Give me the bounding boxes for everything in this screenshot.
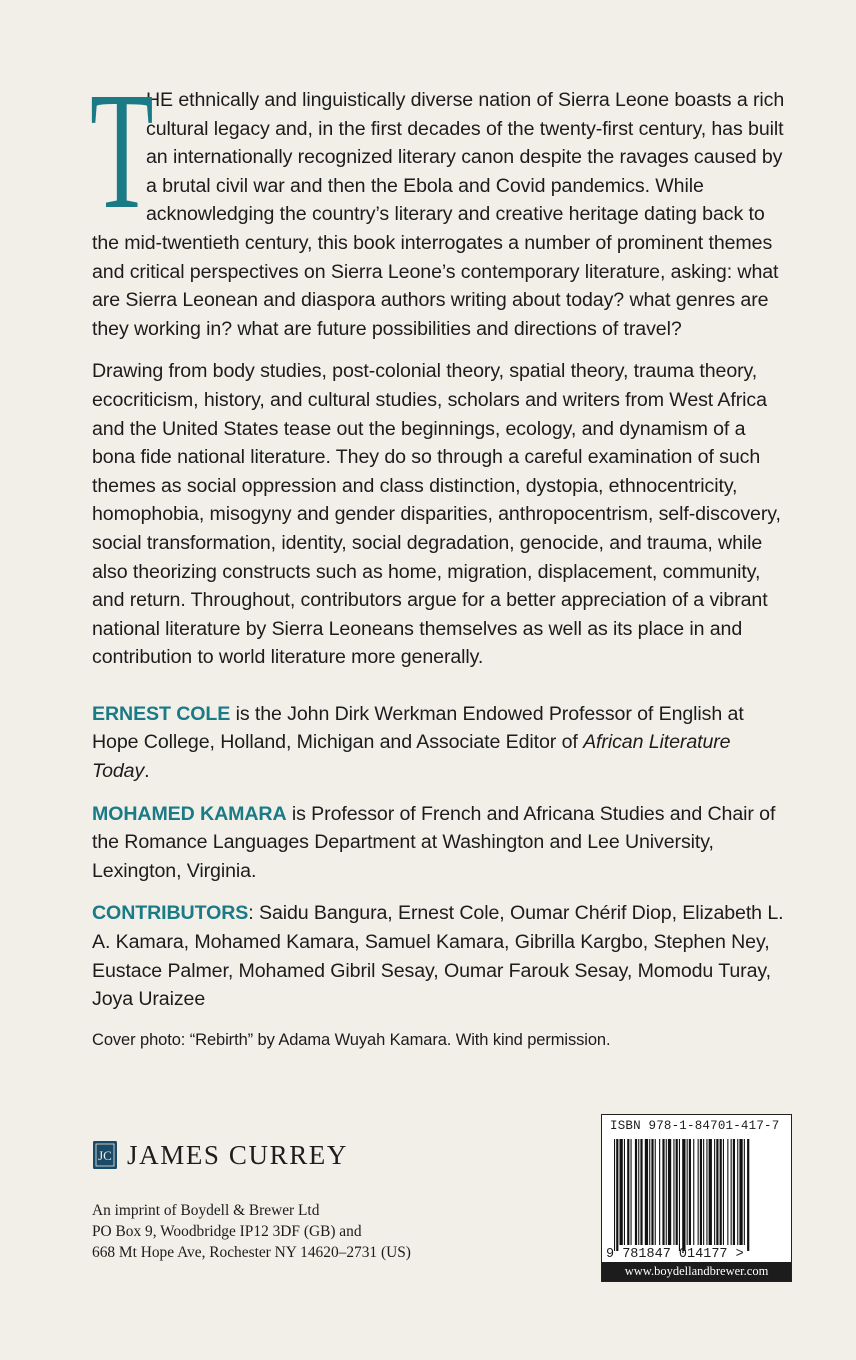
barcode-bar xyxy=(687,1139,688,1245)
barcode-bar xyxy=(744,1139,745,1245)
barcode-digits: 9 781847 014177 > xyxy=(606,1247,744,1262)
barcode-bar xyxy=(649,1139,650,1245)
barcode-bar xyxy=(727,1139,728,1245)
contributors xyxy=(92,899,792,1013)
publisher-logo xyxy=(92,1137,348,1173)
barcode-bar xyxy=(679,1139,680,1251)
barcode-bar xyxy=(668,1139,671,1245)
barcode-bar xyxy=(714,1139,715,1245)
barcode-bar xyxy=(698,1139,699,1245)
barcode-bar xyxy=(731,1139,732,1245)
barcode-icon xyxy=(608,1139,788,1253)
editor-bio-kamara xyxy=(92,800,792,886)
barcode-bar xyxy=(723,1139,724,1245)
editor-bio-cole xyxy=(92,700,792,786)
website-url: www.boydellandbrewer.com xyxy=(602,1262,791,1281)
logo-initials: JC xyxy=(98,1148,112,1163)
barcode-bar xyxy=(709,1139,712,1245)
blurb-paragraph-1 xyxy=(90,58,792,343)
barcode-bar xyxy=(682,1139,685,1251)
barcode-bar xyxy=(676,1139,678,1245)
address-line: PO Box 9, Woodbridge IP12 3DF (GB) and xyxy=(92,1223,362,1240)
barcode-bar xyxy=(739,1139,742,1245)
barcode-bar xyxy=(737,1139,738,1245)
barcode-bar xyxy=(706,1139,707,1245)
barcode-bar xyxy=(662,1139,664,1245)
barcode-bar xyxy=(616,1139,618,1251)
contributors-label: CONTRIBUTORS xyxy=(92,902,249,925)
barcode-bar xyxy=(747,1139,749,1251)
cover-photo-credit: Cover photo: “Rebirth” by Adama Wuyah Kamara. With kind permission. xyxy=(92,1030,611,1049)
drop-cap: T xyxy=(90,58,154,244)
barcode-box xyxy=(601,1114,792,1282)
barcode-bar xyxy=(720,1139,722,1245)
barcode-bar xyxy=(666,1139,667,1245)
publisher-name: JAMES CURREY xyxy=(127,1139,348,1170)
barcode-bar xyxy=(673,1139,674,1245)
barcode-bar xyxy=(659,1139,660,1245)
barcode-bar xyxy=(627,1139,629,1245)
journal-title: African Literature Today xyxy=(92,731,731,783)
barcode-bar xyxy=(700,1139,702,1245)
editor-bio-kamara-text: is Professor of French and Africana Studies and Chair of the Romance Languages Department at Washington and Lee University, Lexington, Virginia. xyxy=(92,802,776,882)
barcode-bar xyxy=(693,1139,694,1245)
barcode-bar xyxy=(689,1139,691,1245)
editor-name-kamara: MOHAMED KAMARA xyxy=(92,802,287,825)
barcode-bar xyxy=(624,1139,625,1245)
barcode-bar xyxy=(620,1139,623,1245)
blurb xyxy=(90,58,792,1066)
james-currey-logo-icon xyxy=(92,1137,118,1173)
barcode-bar xyxy=(716,1139,718,1245)
barcode-bar xyxy=(635,1139,637,1245)
editor-bio-cole-text: is the John Dirk Werkman Endowed Professor of English at Hope College, Holland, Michigan and Associate Editor of xyxy=(92,702,744,754)
barcode-bar xyxy=(645,1139,648,1245)
barcode-bar xyxy=(733,1139,735,1245)
barcode-bar xyxy=(655,1139,656,1245)
blurb-paragraph-2: Drawing from body studies, post-colonial theory, spatial theory, trauma theory, ecocriticism, history, and cultural studies, scholars and writers from West Africa and the United States tease out the beginnings, ecology, and dynamism of a bona fide national literature. They do so through a careful examination of such themes as social oppression and class distinction, dystopia, ethnocentricity, homophobia, misogyny and gender disparities, anthropocentrism, self-discovery, social transformation, identity, social degradation, genocide, and trauma, while also theorizing constructs such as home, migration, displacement, community, and return. Throughout, contributors argue for a better appreciation of a vibrant national literature by Sierra Leoneans themselves as well as its place in and contribution to world literature more generally. xyxy=(92,360,781,669)
barcode-bar xyxy=(640,1139,642,1245)
contributors-list: : Saidu Bangura, Ernest Cole, Oumar Chérif Diop, Elizabeth L. A. Kamara, Mohamed Kamara, Samuel Kamara, Gibrilla Kargbo, Stephen Ney, Eustace Palmer, Mohamed Gibril Sesay, Oumar Farouk Sesay, Momodu Turay, Joya Uraizee xyxy=(92,902,784,1011)
barcode-bar xyxy=(703,1139,704,1245)
blurb-paragraph-1-text: HE ethnically and linguistically diverse nation of Sierra Leone boasts a rich cultural legacy and, in the first decades of the twenty-first century, has built an internationally recognized literary canon despite the ravages caused by a brutal civil war and then the Ebola and Covid pandemics. While acknowledging the country’s literary and creative heritage dating back to the mid-twentieth century, this book interrogates a number of prominent themes and critical perspectives on Sierra Leone’s contemporary literature, asking: what are Sierra Leonean and diaspora authors writing about today? what genres are they working in? what are future possibilities and directions of travel? xyxy=(92,89,785,340)
editor-name-cole: ERNEST COLE xyxy=(92,702,231,725)
barcode-bar xyxy=(631,1139,632,1245)
barcode-bar xyxy=(614,1139,615,1251)
barcode-bar xyxy=(638,1139,639,1245)
address-line: An imprint of Boydell & Brewer Ltd xyxy=(92,1202,320,1219)
publisher-address xyxy=(92,1200,411,1263)
barcode-bar xyxy=(651,1139,653,1245)
isbn-label: ISBN 978-1-84701-417-7 xyxy=(610,1119,780,1133)
address-line: 668 Mt Hope Ave, Rochester NY 14620–2731 (US) xyxy=(92,1244,411,1261)
editor-bio-cole-end: . xyxy=(144,760,150,783)
